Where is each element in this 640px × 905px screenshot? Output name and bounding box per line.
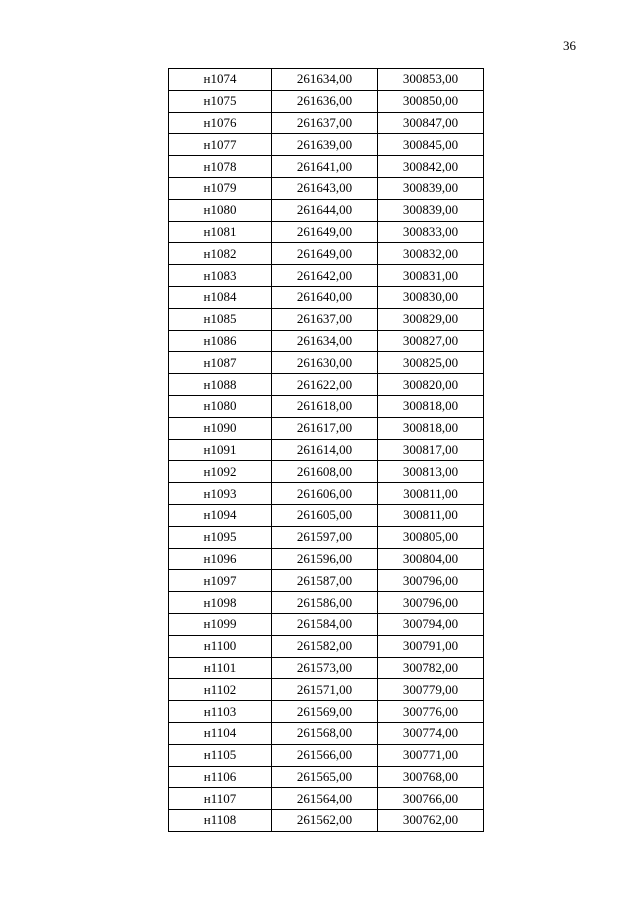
x-coordinate-cell: 261637,00 (272, 112, 378, 134)
table-row (169, 548, 484, 570)
x-coordinate-cell: 261637,00 (272, 308, 378, 330)
y-coordinate-cell: 300820,00 (378, 374, 484, 396)
point-cell: н1102 (169, 679, 272, 701)
x-coordinate-cell: 261605,00 (272, 504, 378, 526)
point-cell: н1086 (169, 330, 272, 352)
y-coordinate-cell: 300771,00 (378, 744, 484, 766)
point-cell: н1094 (169, 504, 272, 526)
x-coordinate-cell: 261640,00 (272, 286, 378, 308)
point-cell: н1092 (169, 461, 272, 483)
y-coordinate-cell: 300794,00 (378, 613, 484, 635)
point-cell: н1095 (169, 526, 272, 548)
point-cell: н1098 (169, 592, 272, 614)
point-cell: н1104 (169, 722, 272, 744)
x-coordinate-cell: 261649,00 (272, 221, 378, 243)
table-row (169, 570, 484, 592)
point-cell: н1101 (169, 657, 272, 679)
y-coordinate-cell: 300782,00 (378, 657, 484, 679)
coordinates-table-body (169, 69, 484, 832)
y-coordinate-cell: 300853,00 (378, 69, 484, 91)
y-coordinate-cell: 300845,00 (378, 134, 484, 156)
table-row (169, 679, 484, 701)
table-row (169, 90, 484, 112)
point-cell: н1080 (169, 395, 272, 417)
x-coordinate-cell: 261634,00 (272, 69, 378, 91)
point-cell: н1090 (169, 417, 272, 439)
y-coordinate-cell: 300776,00 (378, 701, 484, 723)
y-coordinate-cell: 300839,00 (378, 199, 484, 221)
point-cell: н1074 (169, 69, 272, 91)
table-row (169, 810, 484, 832)
x-coordinate-cell: 261565,00 (272, 766, 378, 788)
y-coordinate-cell: 300833,00 (378, 221, 484, 243)
y-coordinate-cell: 300811,00 (378, 504, 484, 526)
point-cell: н1076 (169, 112, 272, 134)
point-cell: н1103 (169, 701, 272, 723)
x-coordinate-cell: 261587,00 (272, 570, 378, 592)
x-coordinate-cell: 261582,00 (272, 635, 378, 657)
table-row (169, 156, 484, 178)
x-coordinate-cell: 261564,00 (272, 788, 378, 810)
y-coordinate-cell: 300825,00 (378, 352, 484, 374)
point-cell: н1078 (169, 156, 272, 178)
table-row (169, 766, 484, 788)
y-coordinate-cell: 300818,00 (378, 395, 484, 417)
x-coordinate-cell: 261573,00 (272, 657, 378, 679)
y-coordinate-cell: 300766,00 (378, 788, 484, 810)
y-coordinate-cell: 300805,00 (378, 526, 484, 548)
point-cell: н1093 (169, 483, 272, 505)
x-coordinate-cell: 261614,00 (272, 439, 378, 461)
x-coordinate-cell: 261568,00 (272, 722, 378, 744)
table-row (169, 744, 484, 766)
table-row (169, 657, 484, 679)
x-coordinate-cell: 261634,00 (272, 330, 378, 352)
point-cell: н1079 (169, 177, 272, 199)
y-coordinate-cell: 300817,00 (378, 439, 484, 461)
table-row (169, 177, 484, 199)
table-row (169, 788, 484, 810)
x-coordinate-cell: 261630,00 (272, 352, 378, 374)
x-coordinate-cell: 261596,00 (272, 548, 378, 570)
x-coordinate-cell: 261571,00 (272, 679, 378, 701)
table-row (169, 69, 484, 91)
table-row (169, 592, 484, 614)
table-row (169, 439, 484, 461)
y-coordinate-cell: 300829,00 (378, 308, 484, 330)
y-coordinate-cell: 300850,00 (378, 90, 484, 112)
y-coordinate-cell: 300831,00 (378, 265, 484, 287)
y-coordinate-cell: 300827,00 (378, 330, 484, 352)
x-coordinate-cell: 261643,00 (272, 177, 378, 199)
x-coordinate-cell: 261622,00 (272, 374, 378, 396)
x-coordinate-cell: 261642,00 (272, 265, 378, 287)
table-row (169, 374, 484, 396)
page-number: 36 (563, 38, 576, 53)
y-coordinate-cell: 300811,00 (378, 483, 484, 505)
y-coordinate-cell: 300774,00 (378, 722, 484, 744)
point-cell: н1075 (169, 90, 272, 112)
x-coordinate-cell: 261584,00 (272, 613, 378, 635)
point-cell: н1106 (169, 766, 272, 788)
point-cell: н1108 (169, 810, 272, 832)
y-coordinate-cell: 300762,00 (378, 810, 484, 832)
y-coordinate-cell: 300768,00 (378, 766, 484, 788)
x-coordinate-cell: 261606,00 (272, 483, 378, 505)
x-coordinate-cell: 261644,00 (272, 199, 378, 221)
table-row (169, 722, 484, 744)
table-row (169, 417, 484, 439)
table-row (169, 308, 484, 330)
x-coordinate-cell: 261608,00 (272, 461, 378, 483)
x-coordinate-cell: 261566,00 (272, 744, 378, 766)
table-row (169, 352, 484, 374)
table-row (169, 286, 484, 308)
point-cell: н1097 (169, 570, 272, 592)
x-coordinate-cell: 261636,00 (272, 90, 378, 112)
point-cell: н1105 (169, 744, 272, 766)
x-coordinate-cell: 261597,00 (272, 526, 378, 548)
x-coordinate-cell: 261618,00 (272, 395, 378, 417)
y-coordinate-cell: 300818,00 (378, 417, 484, 439)
table-row (169, 613, 484, 635)
table-row (169, 526, 484, 548)
y-coordinate-cell: 300813,00 (378, 461, 484, 483)
point-cell: н1107 (169, 788, 272, 810)
point-cell: н1077 (169, 134, 272, 156)
point-cell: н1082 (169, 243, 272, 265)
x-coordinate-cell: 261569,00 (272, 701, 378, 723)
table-row (169, 635, 484, 657)
point-cell: н1091 (169, 439, 272, 461)
table-row (169, 504, 484, 526)
y-coordinate-cell: 300796,00 (378, 592, 484, 614)
x-coordinate-cell: 261617,00 (272, 417, 378, 439)
point-cell: н1085 (169, 308, 272, 330)
x-coordinate-cell: 261641,00 (272, 156, 378, 178)
table-row (169, 112, 484, 134)
y-coordinate-cell: 300847,00 (378, 112, 484, 134)
x-coordinate-cell: 261649,00 (272, 243, 378, 265)
y-coordinate-cell: 300791,00 (378, 635, 484, 657)
point-cell: н1084 (169, 286, 272, 308)
y-coordinate-cell: 300832,00 (378, 243, 484, 265)
table-row (169, 330, 484, 352)
point-cell: н1081 (169, 221, 272, 243)
x-coordinate-cell: 261562,00 (272, 810, 378, 832)
point-cell: н1096 (169, 548, 272, 570)
y-coordinate-cell: 300796,00 (378, 570, 484, 592)
table-row (169, 483, 484, 505)
table-row (169, 461, 484, 483)
table-row (169, 199, 484, 221)
table-row (169, 701, 484, 723)
point-cell: н1080 (169, 199, 272, 221)
x-coordinate-cell: 261586,00 (272, 592, 378, 614)
table-row (169, 243, 484, 265)
y-coordinate-cell: 300779,00 (378, 679, 484, 701)
y-coordinate-cell: 300839,00 (378, 177, 484, 199)
point-cell: н1087 (169, 352, 272, 374)
table-row (169, 395, 484, 417)
y-coordinate-cell: 300804,00 (378, 548, 484, 570)
point-cell: н1083 (169, 265, 272, 287)
table-row (169, 221, 484, 243)
point-cell: н1088 (169, 374, 272, 396)
y-coordinate-cell: 300842,00 (378, 156, 484, 178)
x-coordinate-cell: 261639,00 (272, 134, 378, 156)
point-cell: н1099 (169, 613, 272, 635)
table-row (169, 265, 484, 287)
coordinates-table (168, 68, 484, 832)
y-coordinate-cell: 300830,00 (378, 286, 484, 308)
table-row (169, 134, 484, 156)
point-cell: н1100 (169, 635, 272, 657)
